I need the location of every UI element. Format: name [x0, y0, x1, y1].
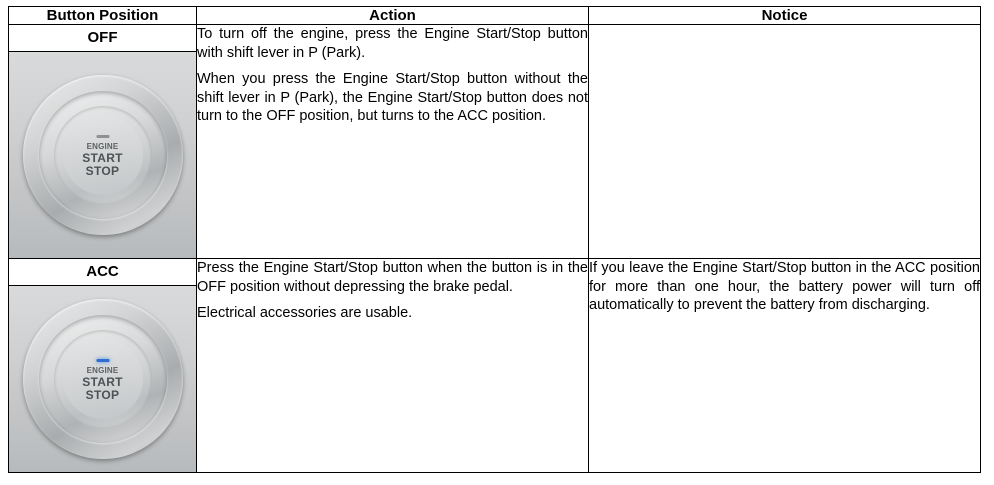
- position-label-acc: ACC: [9, 259, 196, 286]
- action-paragraph: Electrical accessories are usable.: [197, 305, 413, 321]
- header-action: Action: [197, 7, 589, 25]
- button-position-table: [8, 6, 981, 473]
- cell-action-acc: [197, 259, 589, 473]
- button-face: [63, 115, 143, 195]
- table-row: [9, 25, 981, 259]
- led-indicator-icon: [96, 359, 109, 362]
- table-row: [9, 259, 981, 473]
- cell-action-off: [197, 25, 589, 259]
- engine-start-stop-button-image-off: [9, 52, 196, 258]
- cell-notice-off: [589, 25, 981, 259]
- action-paragraph: When you press the Engine Start/Stop button without the shift lever in P (Park), the Engine Start/Stop button does not turn to the OFF position, but turns to the ACC position.: [197, 71, 588, 124]
- button-inner-ring: [54, 330, 152, 428]
- position-label-off: OFF: [9, 25, 196, 52]
- header-notice: Notice: [589, 7, 981, 25]
- notice-paragraph: If you leave the Engine Start/Stop button in the ACC position for more than one hour, the battery power will turn off automatically to prevent the battery from discharging.: [589, 260, 980, 313]
- button-mid-ring: [39, 315, 167, 443]
- button-outer-ring: [23, 75, 183, 235]
- cell-button-position-off: [9, 25, 197, 259]
- action-paragraph: Press the Engine Start/Stop button when the button is in the OFF position without depressing the brake pedal.: [197, 260, 588, 295]
- action-paragraph: To turn off the engine, press the Engine Start/Stop button with shift lever in P (Park).: [197, 26, 588, 61]
- button-outer-ring: [23, 299, 183, 459]
- led-indicator-icon: [96, 135, 109, 138]
- cell-notice-acc: [589, 259, 981, 473]
- button-face: [63, 339, 143, 419]
- table-header-row: [9, 7, 981, 25]
- button-inner-ring: [54, 106, 152, 204]
- button-label-engine: ENGINE: [86, 141, 119, 151]
- button-label-start: START: [82, 150, 123, 165]
- button-mid-ring: [39, 91, 167, 219]
- button-label-stop: STOP: [85, 387, 120, 402]
- button-label-stop: STOP: [85, 163, 120, 178]
- button-label-start: START: [82, 374, 123, 389]
- header-button-position: Button Position: [9, 7, 197, 25]
- button-label-engine: ENGINE: [86, 365, 119, 375]
- engine-start-stop-button-image-acc: [9, 286, 196, 472]
- cell-button-position-acc: [9, 259, 197, 473]
